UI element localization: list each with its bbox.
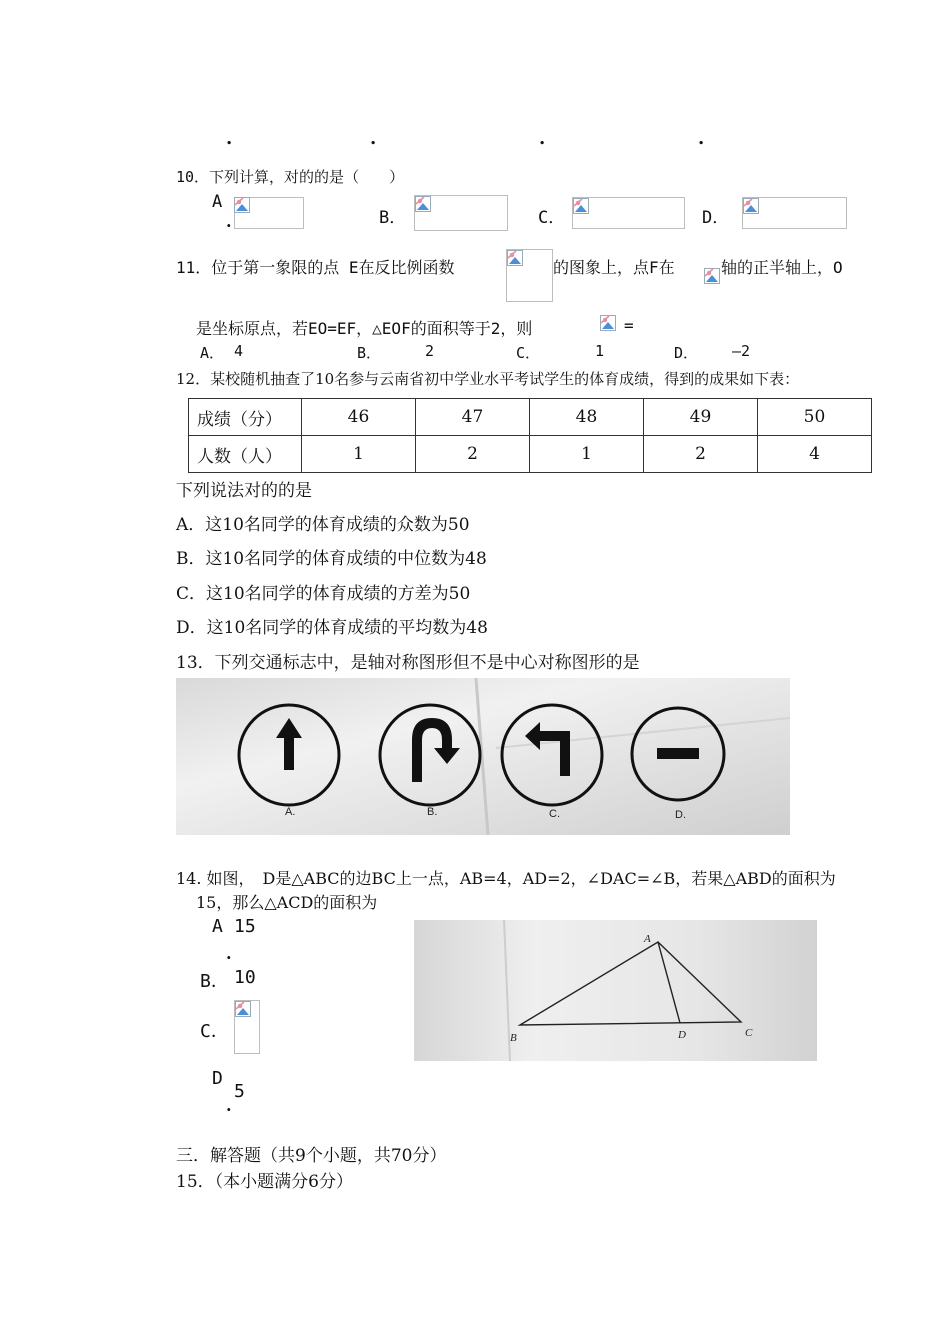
triangle-figure-photo	[414, 920, 817, 1061]
q12-option-a: A．这10名同学的体育成绩的众数为50	[176, 515, 470, 535]
q14-option-a-label: A	[212, 916, 223, 937]
table-row	[189, 436, 872, 473]
traffic-signs-figure	[176, 678, 790, 835]
q14-stem-line1: 14. 如图， D是△ABC的边BC上一点，AB=4，AD=2，∠DAC=∠B，若果△ABD的面积为	[176, 869, 836, 888]
q15-heading: 15．（本小题满分6分）	[176, 1172, 353, 1192]
sign-label: B.	[427, 806, 438, 818]
q10-option-c-label: C．	[538, 208, 566, 228]
q11-option-b-value: 2	[425, 342, 435, 360]
q11-option-c-value: 1	[595, 342, 605, 360]
q11-line2-part2: =	[624, 316, 634, 335]
broken-image-icon	[234, 197, 250, 213]
table-cell: 47	[416, 399, 530, 436]
answer-dot: .	[370, 128, 377, 149]
table-cell: 49	[644, 399, 758, 436]
broken-image-icon	[573, 198, 589, 214]
answer-dot: .	[539, 128, 546, 149]
vertex-label-b: B	[510, 1032, 517, 1044]
table-cell: 1	[530, 436, 644, 473]
q14-option-b-label: B．	[200, 971, 229, 992]
q14-option-d-label: D	[212, 1068, 223, 1089]
vertex-label-c: C	[745, 1027, 753, 1039]
table-cell: 50	[758, 399, 872, 436]
table-row	[189, 399, 872, 436]
broken-image-icon	[507, 250, 523, 266]
answer-dot: .	[226, 128, 233, 149]
broken-image-icon	[600, 315, 616, 331]
q10-option-a-label: A	[212, 192, 223, 212]
q12-stem: 12．某校随机抽查了10名参与云南省初中学业水平考试学生的体育成绩，得到的成果如下表：	[176, 370, 800, 388]
q12-prompt: 下列说法对的的是	[176, 481, 312, 501]
table-cell: 2	[416, 436, 530, 473]
table-cell: 2	[644, 436, 758, 473]
q14-option-d-value: 5	[234, 1081, 245, 1102]
q11-option-c-label: C．	[516, 344, 541, 362]
table-cell: 46	[302, 399, 416, 436]
q11-stem-part1: 11．位于第一象限的点 E在反比例函数	[176, 258, 455, 277]
sign-label: D.	[675, 809, 686, 821]
table-header-cell: 人数（人）	[189, 436, 302, 473]
q11-stem-part3: 轴的正半轴上，O	[721, 258, 843, 277]
triangle-figure	[414, 920, 817, 1061]
q12-option-c: C．这10名同学的体育成绩的方差为50	[176, 584, 471, 604]
q12-score-table	[188, 398, 872, 473]
sign-label: A.	[285, 806, 296, 818]
broken-image-icon	[704, 268, 720, 284]
q11-option-a-value: 4	[234, 342, 244, 360]
q14-option-a-dot: .	[226, 944, 232, 963]
q12-option-d: D．这10名同学的体育成绩的平均数为48	[176, 618, 488, 638]
q10-option-d-label: D．	[702, 208, 730, 228]
q10-option-b-label: B．	[379, 208, 407, 228]
q14-option-a-value: 15	[234, 916, 256, 937]
traffic-signs-photo	[176, 678, 790, 835]
q11-option-b-label: B．	[357, 344, 382, 362]
sign-label: C.	[549, 808, 560, 820]
q11-line2-part1: 是坐标原点，若EO=EF，△EOF的面积等于2，则	[196, 319, 533, 338]
answer-dot: .	[698, 128, 705, 149]
q11-option-a-label: A．	[200, 344, 225, 362]
table-header-cell: 成绩（分）	[189, 399, 302, 436]
broken-image-icon	[235, 1001, 251, 1017]
q11-option-d-value: —2	[732, 342, 751, 360]
q11-option-d-label: D．	[674, 344, 699, 362]
q12-option-b: B．这10名同学的体育成绩的中位数为48	[176, 549, 487, 569]
section-three-heading: 三．解答题（共9个小题，共70分）	[176, 1146, 447, 1166]
point-label-d: D	[678, 1029, 686, 1041]
table-cell: 1	[302, 436, 416, 473]
q10-option-a-dot: .	[226, 212, 232, 231]
q11-stem-part2: 的图象上，点F在	[553, 258, 675, 277]
q10-stem: 10．下列计算，对的的是（ ）	[176, 168, 405, 186]
q14-option-b-value: 10	[234, 967, 256, 988]
table-cell: 4	[758, 436, 872, 473]
q14-option-d-dot: .	[226, 1096, 232, 1115]
q13-stem: 13．下列交通标志中，是轴对称图形但不是中心对称图形的是	[176, 653, 640, 673]
broken-image-icon	[415, 196, 431, 212]
q14-stem-line2: 15，那么△ACD的面积为	[196, 893, 378, 912]
table-cell: 48	[530, 399, 644, 436]
q14-option-c-label: C．	[200, 1021, 229, 1042]
vertex-label-a: A	[644, 933, 651, 945]
broken-image-icon	[743, 198, 759, 214]
